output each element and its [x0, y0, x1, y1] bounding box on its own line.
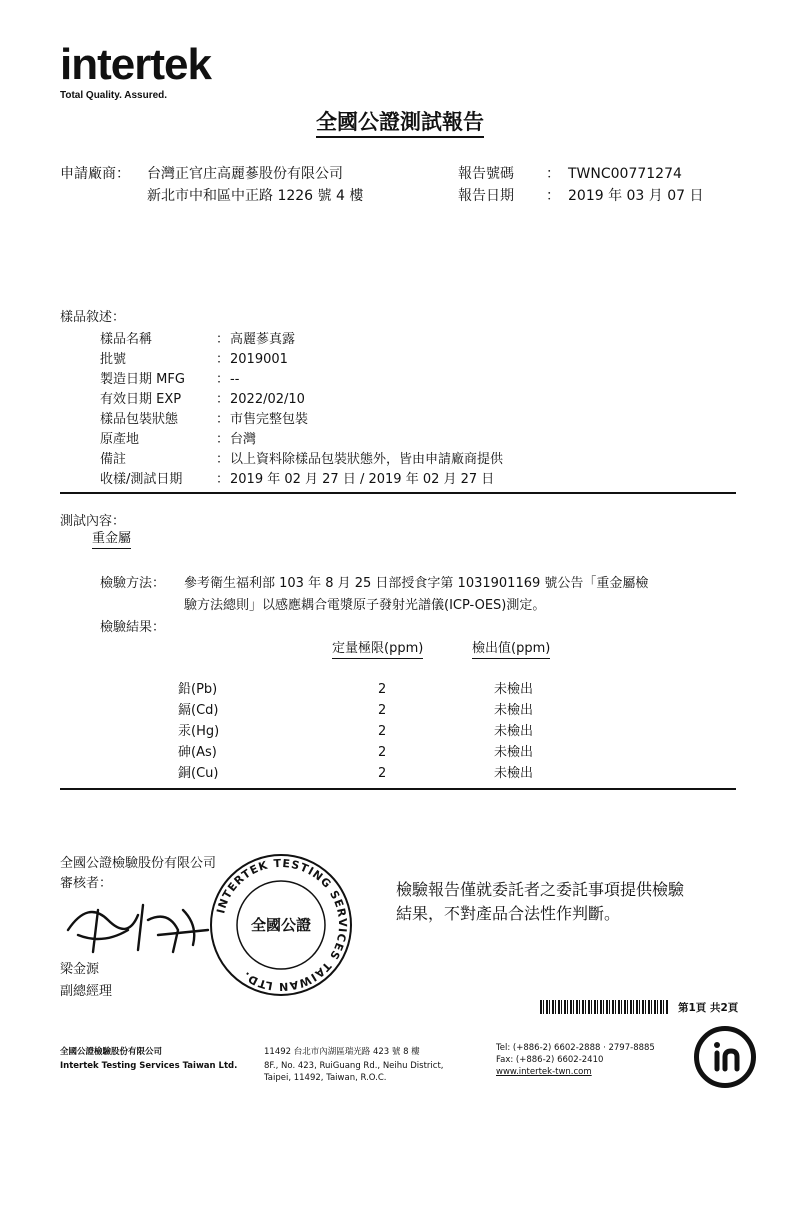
- sample-sep: ：: [216, 432, 230, 447]
- result-item: 銅(Cu): [178, 766, 219, 781]
- result-limit: 2: [378, 682, 387, 697]
- result-limit: 2: [378, 745, 387, 760]
- applicant-label: 申請廠商：: [60, 166, 130, 182]
- sample-sep: ：: [216, 332, 230, 347]
- page-info: 第1頁 共2頁: [678, 1002, 739, 1014]
- col-header-result: 檢出值(ppm): [472, 640, 550, 659]
- results-label: 檢驗結果：: [100, 620, 166, 635]
- section-divider: [60, 492, 736, 494]
- result-value: 未檢出: [494, 703, 534, 718]
- disclaimer-line-2: 結果，不對產品合法性作判斷。: [396, 904, 621, 923]
- seal-center-text: 全國公證: [250, 916, 312, 934]
- test-heading: 測試內容：: [60, 514, 126, 529]
- sample-label: 製造日期 MFG: [100, 372, 185, 387]
- footer-tel: Tel: (+886-2) 6602-2888 · 2797-8885: [496, 1043, 655, 1053]
- method-line-1: 參考衛生福利部 103 年 8 月 25 日部授食字第 1031901169 號公告「重金屬檢: [184, 576, 649, 591]
- sample-label: 有效日期 EXP: [100, 392, 182, 407]
- footer-company-en: Intertek Testing Services Taiwan Ltd.: [60, 1061, 238, 1071]
- sample-value: 台灣: [230, 432, 257, 447]
- sample-value: 市售完整包裝: [230, 412, 309, 427]
- applicant-name: 台灣正官庄高麗蔘股份有限公司: [147, 166, 343, 182]
- report-no-label: 報告號碼: [458, 166, 514, 182]
- logo-tagline: Total Quality. Assured.: [60, 90, 168, 101]
- intertek-logo: intertek: [60, 40, 211, 89]
- method-label: 檢驗方法：: [100, 576, 166, 591]
- report-title: [0, 106, 800, 136]
- disclaimer-line-1: 檢驗報告僅就委託者之委託事項提供檢驗: [396, 880, 685, 899]
- sample-value: 2019 年 02 月 27 日 / 2019 年 02 月 27 日: [230, 472, 495, 487]
- report-title-text: 全國公證測試報告: [316, 110, 484, 138]
- signer-name: 梁金源: [60, 962, 100, 977]
- report-no-value: TWNC00771274: [568, 166, 682, 182]
- footer-website-link[interactable]: www.intertek-twn.com: [496, 1067, 592, 1077]
- result-limit: 2: [378, 703, 387, 718]
- intertek-in-icon: [694, 1026, 756, 1088]
- sample-label: 批號: [100, 352, 127, 367]
- company-seal: [206, 850, 356, 1000]
- sample-label: 樣品包裝狀態: [100, 412, 179, 427]
- sample-value: --: [230, 372, 240, 387]
- sample-value: 以上資料除樣品包裝狀態外，皆由申請廠商提供: [230, 452, 504, 467]
- report-date-label: 報告日期: [458, 188, 514, 204]
- sample-value: 2022/02/10: [230, 392, 305, 407]
- result-item: 砷(As): [178, 745, 217, 760]
- result-value: 未檢出: [494, 766, 534, 781]
- applicant-address: 新北市中和區中正路 1226 號 4 樓: [147, 188, 364, 204]
- report-no-sep: ：: [546, 166, 560, 182]
- seal-outer-text: INTERTEK TESTING SERVICES TAIWAN LTD.: [214, 856, 350, 994]
- sample-sep: ：: [216, 412, 230, 427]
- sample-label: 收樣/測試日期: [100, 472, 183, 487]
- sample-heading: 樣品敘述：: [60, 310, 126, 325]
- result-item: 汞(Hg): [178, 724, 220, 739]
- col-header-limit: 定量極限(ppm): [332, 640, 423, 659]
- footer-address-en-1: 8F., No. 423, RuiGuang Rd., Neihu District,: [264, 1061, 444, 1071]
- sample-label: 樣品名稱: [100, 332, 153, 347]
- report-date-value: 2019 年 03 月 07 日: [568, 188, 704, 204]
- footer-address-zh: 11492 台北市內湖區瑞光路 423 號 8 樓: [264, 1047, 420, 1057]
- reviewer-label: 審核者：: [60, 876, 113, 891]
- result-item: 鉛(Pb): [178, 682, 218, 697]
- sample-label: 原產地: [100, 432, 140, 447]
- sample-sep: ：: [216, 472, 230, 487]
- sample-sep: ：: [216, 352, 230, 367]
- sample-sep: ：: [216, 372, 230, 387]
- report-date-sep: ：: [546, 188, 560, 204]
- test-category: 重金屬: [92, 530, 131, 549]
- result-value: 未檢出: [494, 745, 534, 760]
- footer-fax: Fax: (+886-2) 6602-2410: [496, 1055, 604, 1065]
- section-divider: [60, 788, 736, 790]
- signer-title: 副總經理: [60, 984, 113, 999]
- result-value: 未檢出: [494, 724, 534, 739]
- result-item: 鎘(Cd): [178, 703, 219, 718]
- result-limit: 2: [378, 766, 387, 781]
- sample-sep: ：: [216, 452, 230, 467]
- barcode: [540, 1000, 668, 1014]
- sample-label: 備註: [100, 452, 127, 467]
- disclaimer: [396, 878, 684, 926]
- sample-value: 高麗蔘真露: [230, 332, 296, 347]
- result-limit: 2: [378, 724, 387, 739]
- signoff-company: 全國公證檢驗股份有限公司: [60, 856, 217, 871]
- result-value: 未檢出: [494, 682, 534, 697]
- method-line-2: 驗方法總則」以感應耦合電漿原子發射光譜儀(ICP-OES)測定。: [184, 598, 546, 613]
- sample-sep: ：: [216, 392, 230, 407]
- footer-company-zh: 全國公證檢驗股份有限公司: [60, 1047, 163, 1057]
- footer-address-en-2: Taipei, 11492, Taiwan, R.O.C.: [264, 1073, 387, 1083]
- signature: [58, 890, 228, 960]
- sample-value: 2019001: [230, 352, 288, 367]
